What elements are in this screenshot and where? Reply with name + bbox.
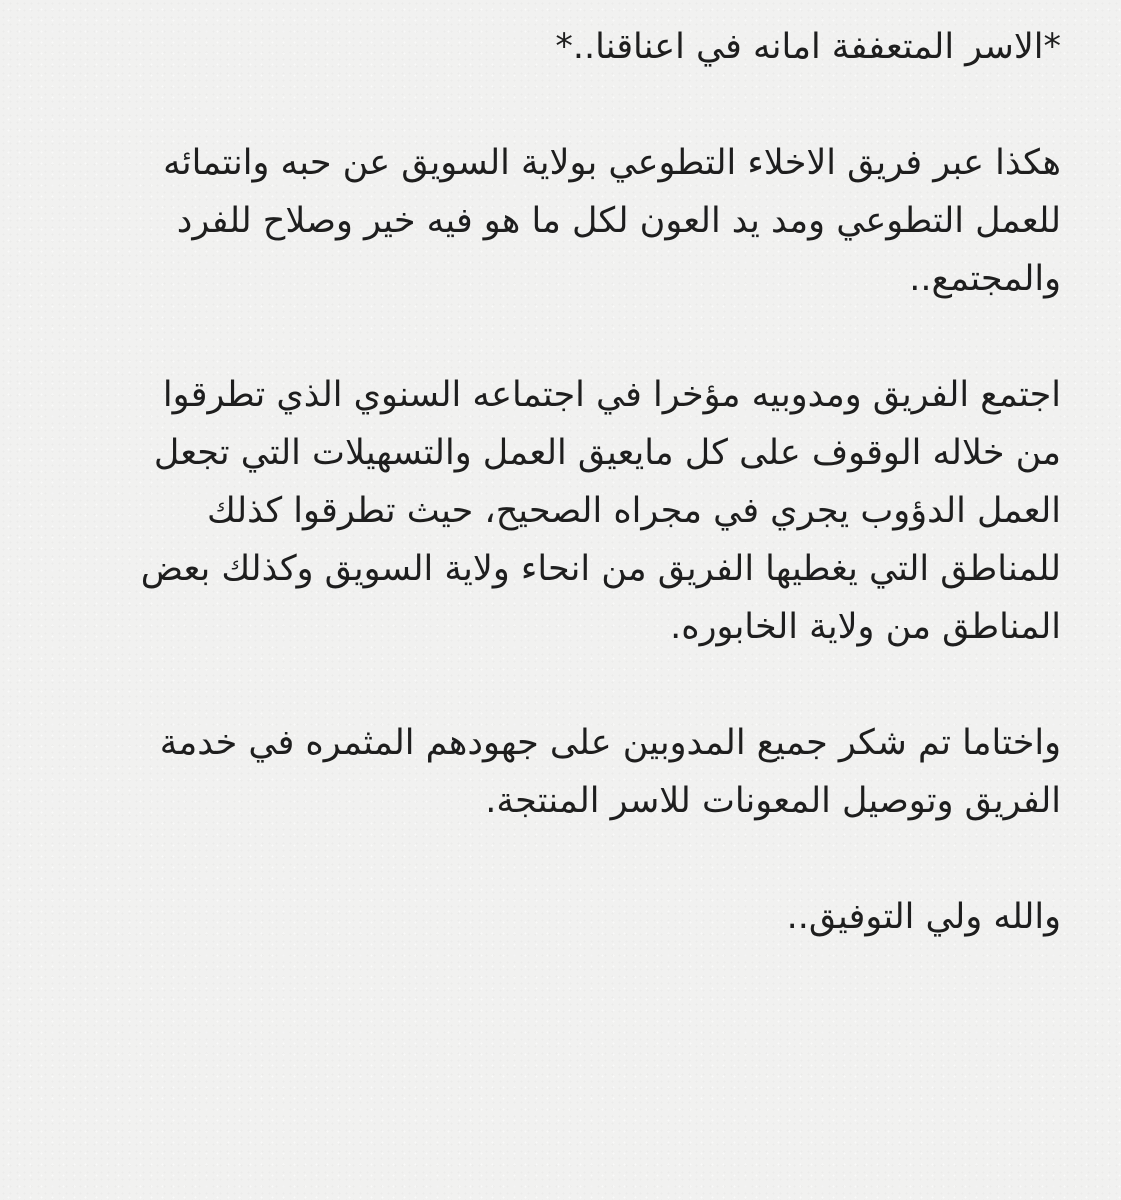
text-line: الفريق وتوصيل المعونات للاسر المنتجة. <box>485 781 1061 821</box>
text-line: المناطق من ولاية الخابوره. <box>670 607 1061 647</box>
blank-line <box>60 76 1061 134</box>
text-line: والمجتمع.. <box>909 259 1061 299</box>
blank-line <box>60 656 1061 714</box>
text-line: واختاما تم شكر جميع المدوبين على جهودهم المثمره في خدمة <box>159 723 1061 763</box>
closing-line: والله ولي التوفيق.. <box>786 897 1061 937</box>
blank-line <box>60 830 1061 888</box>
blank-line <box>60 308 1061 366</box>
text-line: العمل الدؤوب يجري في مجراه الصحيح، حيث تطرقوا كذلك <box>206 491 1061 531</box>
text-line: اجتمع الفريق ومدوبيه مؤخرا في اجتماعه السنوي الذي تطرقوا <box>162 375 1061 415</box>
text-line: للعمل التطوعي ومد يد العون لكل ما هو فيه خير وصلاح للفرد <box>176 201 1061 241</box>
paragraph-2 <box>60 366 1061 656</box>
text-line: هكذا عبر فريق الاخلاء التطوعي بولاية السويق عن حبه وانتمائه <box>163 143 1061 183</box>
text-line: للمناطق التي يغطيها الفريق من انحاء ولاية السويق وكذلك بعض <box>140 549 1061 589</box>
paragraph-1 <box>60 134 1061 308</box>
note-title: *الاسر المتعففة امانه في اعناقنا..* <box>555 27 1061 67</box>
paragraph-3 <box>60 714 1061 830</box>
text-line: من خلاله الوقوف على كل مايعيق العمل والتسهيلات التي تجعل <box>153 433 1061 473</box>
